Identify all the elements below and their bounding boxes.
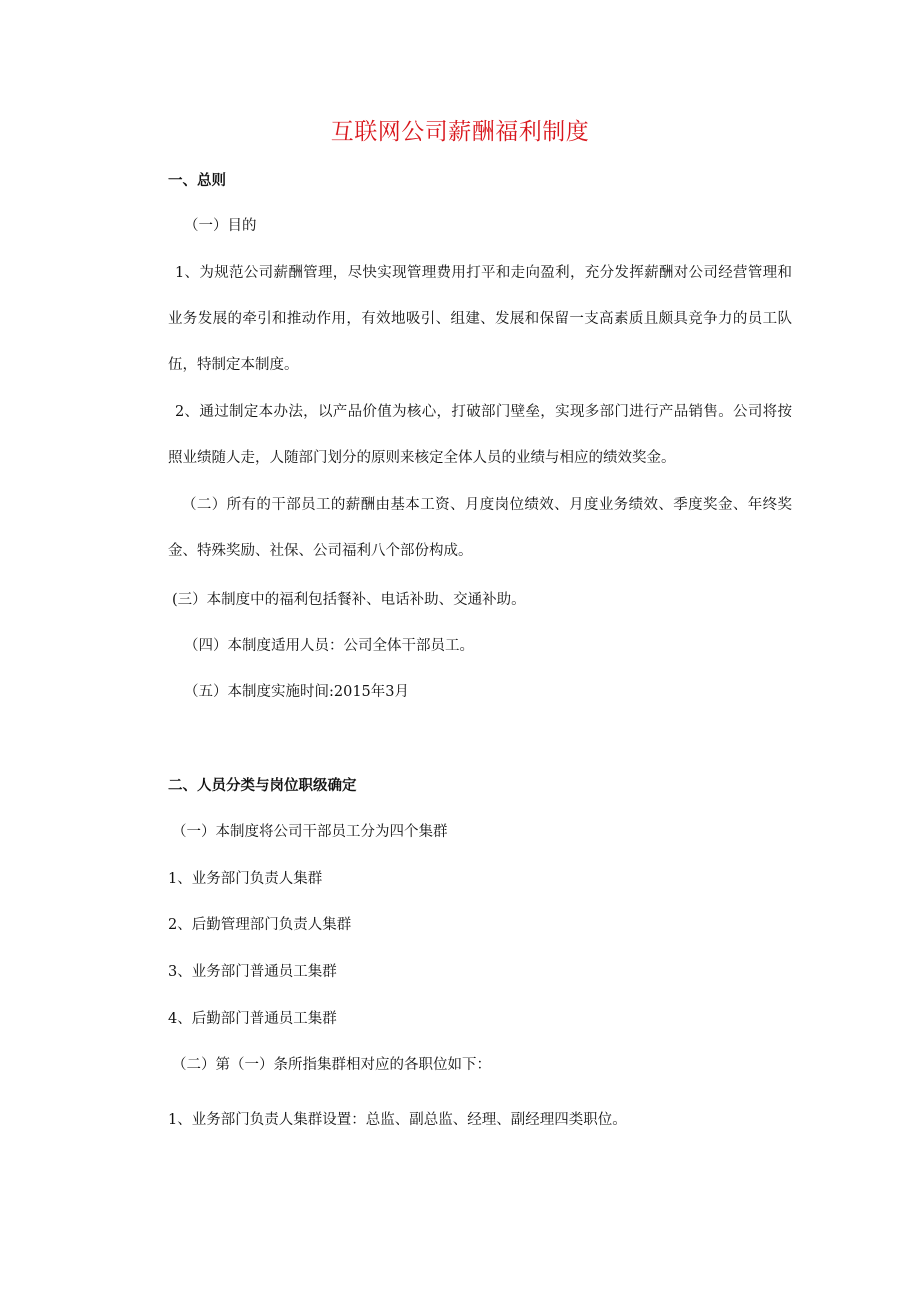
section-2-line-2: 1、业务部门负责人集群 [168,871,323,887]
section-1-sub-1-label: （一）目的 [184,218,257,234]
section-2-line-1: （一）本制度将公司干部员工分为四个集群 [172,824,448,840]
section-2-line-6: （二）第（一）条所指集群相对应的各职位如下： [172,1057,491,1073]
section-2-line-7: 1、业务部门负责人集群设置：总监、副总监、经理、副经理四类职位。 [168,1112,627,1128]
section-1-paragraph-1: 1、为规范公司薪酬管理，尽快实现管理费用打平和走向盈利，充分发挥薪酬对公司经营管理和业务发展的牵引和推动作用，有效地吸引、组建、发展和保留一支高素质且颇具竞争力的员工队伍，特制定本制度。 [168,265,792,373]
section-2-heading: 二、人员分类与岗位职级确定 [168,778,357,794]
section-1-item-3: (三）本制度中的福利包括餐补、电话补助、交通补助。 [172,592,526,608]
document-title: 互联网公司薪酬福利制度 [330,119,590,145]
section-1-heading: 一、总则 [168,173,226,189]
section-2-line-4: 3、业务部门普通员工集群 [168,964,337,980]
section-1-paragraph-2: 2、通过制定本办法，以产品价值为核心，打破部门壁垒，实现多部门进行产品销售。公司将按照业绩随人走，人随部门划分的原则来核定全体人员的业绩与相应的绩效奖金。 [168,404,792,466]
section-2-line-3: 2、后勤管理部门负责人集群 [168,917,352,933]
section-2-line-5: 4、后勤部门普通员工集群 [168,1011,337,1027]
section-1-paragraph-3: （二）所有的干部员工的薪酬由基本工资、月度岗位绩效、月度业务绩效、季度奖金、年终奖金、特殊奖励、社保、公司福利八个部份构成。 [168,497,792,559]
section-1-item-5: （五）本制度实施时间:2015年3月 [184,684,410,700]
section-1-item-4: （四）本制度适用人员：公司全体干部员工。 [184,638,474,654]
